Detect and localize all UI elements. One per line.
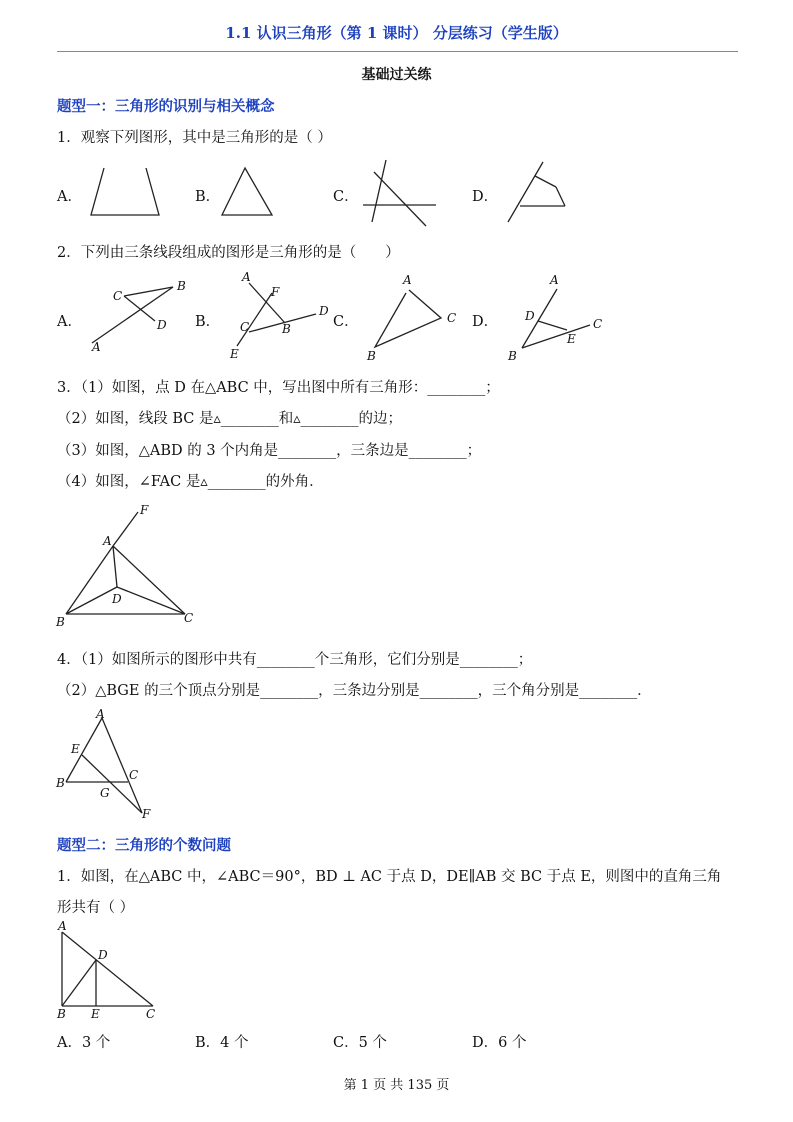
q2a-label-b: B: [177, 279, 186, 293]
t1-q1-option-b: B．: [195, 189, 221, 205]
t1-q3-line4: （4）如图，∠FAC 是▵________的外角．: [57, 474, 324, 490]
q2d-label-a: A: [550, 273, 559, 287]
t1-q1-option-a: A．: [57, 189, 82, 205]
q2d-label-c: C: [593, 317, 603, 331]
t1-q2-option-d: D．: [472, 314, 499, 330]
document-header: 1.1 认识三角形（第 1 课时） 分层练习（学生版）: [225, 24, 568, 42]
t2-q1-line2: 形共有（ ）: [57, 900, 135, 916]
t2-label-e: E: [91, 1007, 100, 1021]
q2c-label-b: B: [367, 349, 376, 363]
q2c-label-a: A: [403, 273, 412, 287]
t2-q1-option-c: C．5 个: [333, 1035, 387, 1051]
t1-q3-line3: （3）如图，△ABD 的 3 个内角是________，三条边是________；: [57, 443, 482, 459]
t1-q2-option-b: B．: [195, 314, 221, 330]
t2-label-c: C: [146, 1007, 156, 1021]
t1-q1-option-d: D．: [472, 189, 499, 205]
t1-q3-line2: （2）如图，线段 BC 是▵________和▵________的边；: [57, 411, 403, 427]
q2c-label-c: C: [447, 311, 457, 325]
t1-q4-line2: （2）△BGE 的三个顶点分别是________，三条边分别是________，三个角分别是________．: [57, 683, 652, 699]
q2b-label-b: B: [282, 322, 291, 336]
t1-q2-option-a: A．: [57, 314, 82, 330]
q2b-label-f: F: [271, 285, 280, 299]
q4-label-c: C: [129, 768, 139, 782]
q4-label-a: A: [96, 707, 105, 721]
q4-label-g: G: [100, 786, 110, 800]
t1-q1-text: 1．观察下列图形，其中是三角形的是（ ）: [57, 130, 332, 146]
section-title: 基础过关练: [361, 67, 432, 83]
type1-heading: 题型一：三角形的识别与相关概念: [57, 98, 275, 115]
q2b-label-a: A: [242, 270, 251, 284]
q2b-label-e: E: [230, 347, 239, 361]
t2-q1-option-a: A．3 个: [57, 1035, 111, 1051]
t1-q2-text: 2．下列由三条线段组成的图形是三角形的是（ ）: [57, 245, 400, 261]
q4-label-b: B: [56, 776, 65, 790]
t2-label-a: A: [58, 919, 67, 933]
type2-heading: 题型二：三角形的个数问题: [57, 837, 231, 854]
q3-label-b: B: [56, 615, 65, 629]
t1-q2-option-c: C．: [333, 314, 359, 330]
q3-label-c: C: [184, 611, 194, 625]
q2d-label-b: B: [508, 349, 517, 363]
q2a-label-a: A: [92, 340, 101, 354]
t2-q1-option-d: D．6 个: [472, 1035, 527, 1051]
q4-label-f: F: [142, 807, 151, 821]
q2a-label-d: D: [157, 318, 167, 332]
q2d-label-d: D: [525, 309, 535, 323]
q2b-label-d: D: [319, 304, 329, 318]
t2-label-d: D: [98, 948, 108, 962]
t2-q1-line1: 1．如图，在△ABC 中，∠ABC＝90°，BD ⊥ AC 于点 D，DE∥AB 交 BC 于点 E，则图中的直角三角: [57, 869, 722, 885]
page-footer: 第 1 页 共 135 页: [343, 1078, 450, 1093]
q4-label-e: E: [71, 742, 80, 756]
q2b-label-c: C: [240, 320, 250, 334]
q3-label-f: F: [140, 503, 149, 517]
q2d-label-e: E: [567, 332, 576, 346]
q3-label-d: D: [112, 592, 122, 606]
t1-q4-line1: 4．（1）如图所示的图形中共有________个三角形，它们分别是________；: [57, 652, 533, 668]
q3-label-a: A: [103, 534, 112, 548]
q2a-label-c: C: [113, 289, 123, 303]
t1-q1-option-c: C．: [333, 189, 359, 205]
t1-q3-line1: 3．（1）如图，点 D 在△ABC 中，写出图中所有三角形：________；: [57, 380, 500, 396]
t2-label-b: B: [57, 1007, 66, 1021]
t2-q1-option-b: B．4 个: [195, 1035, 249, 1051]
